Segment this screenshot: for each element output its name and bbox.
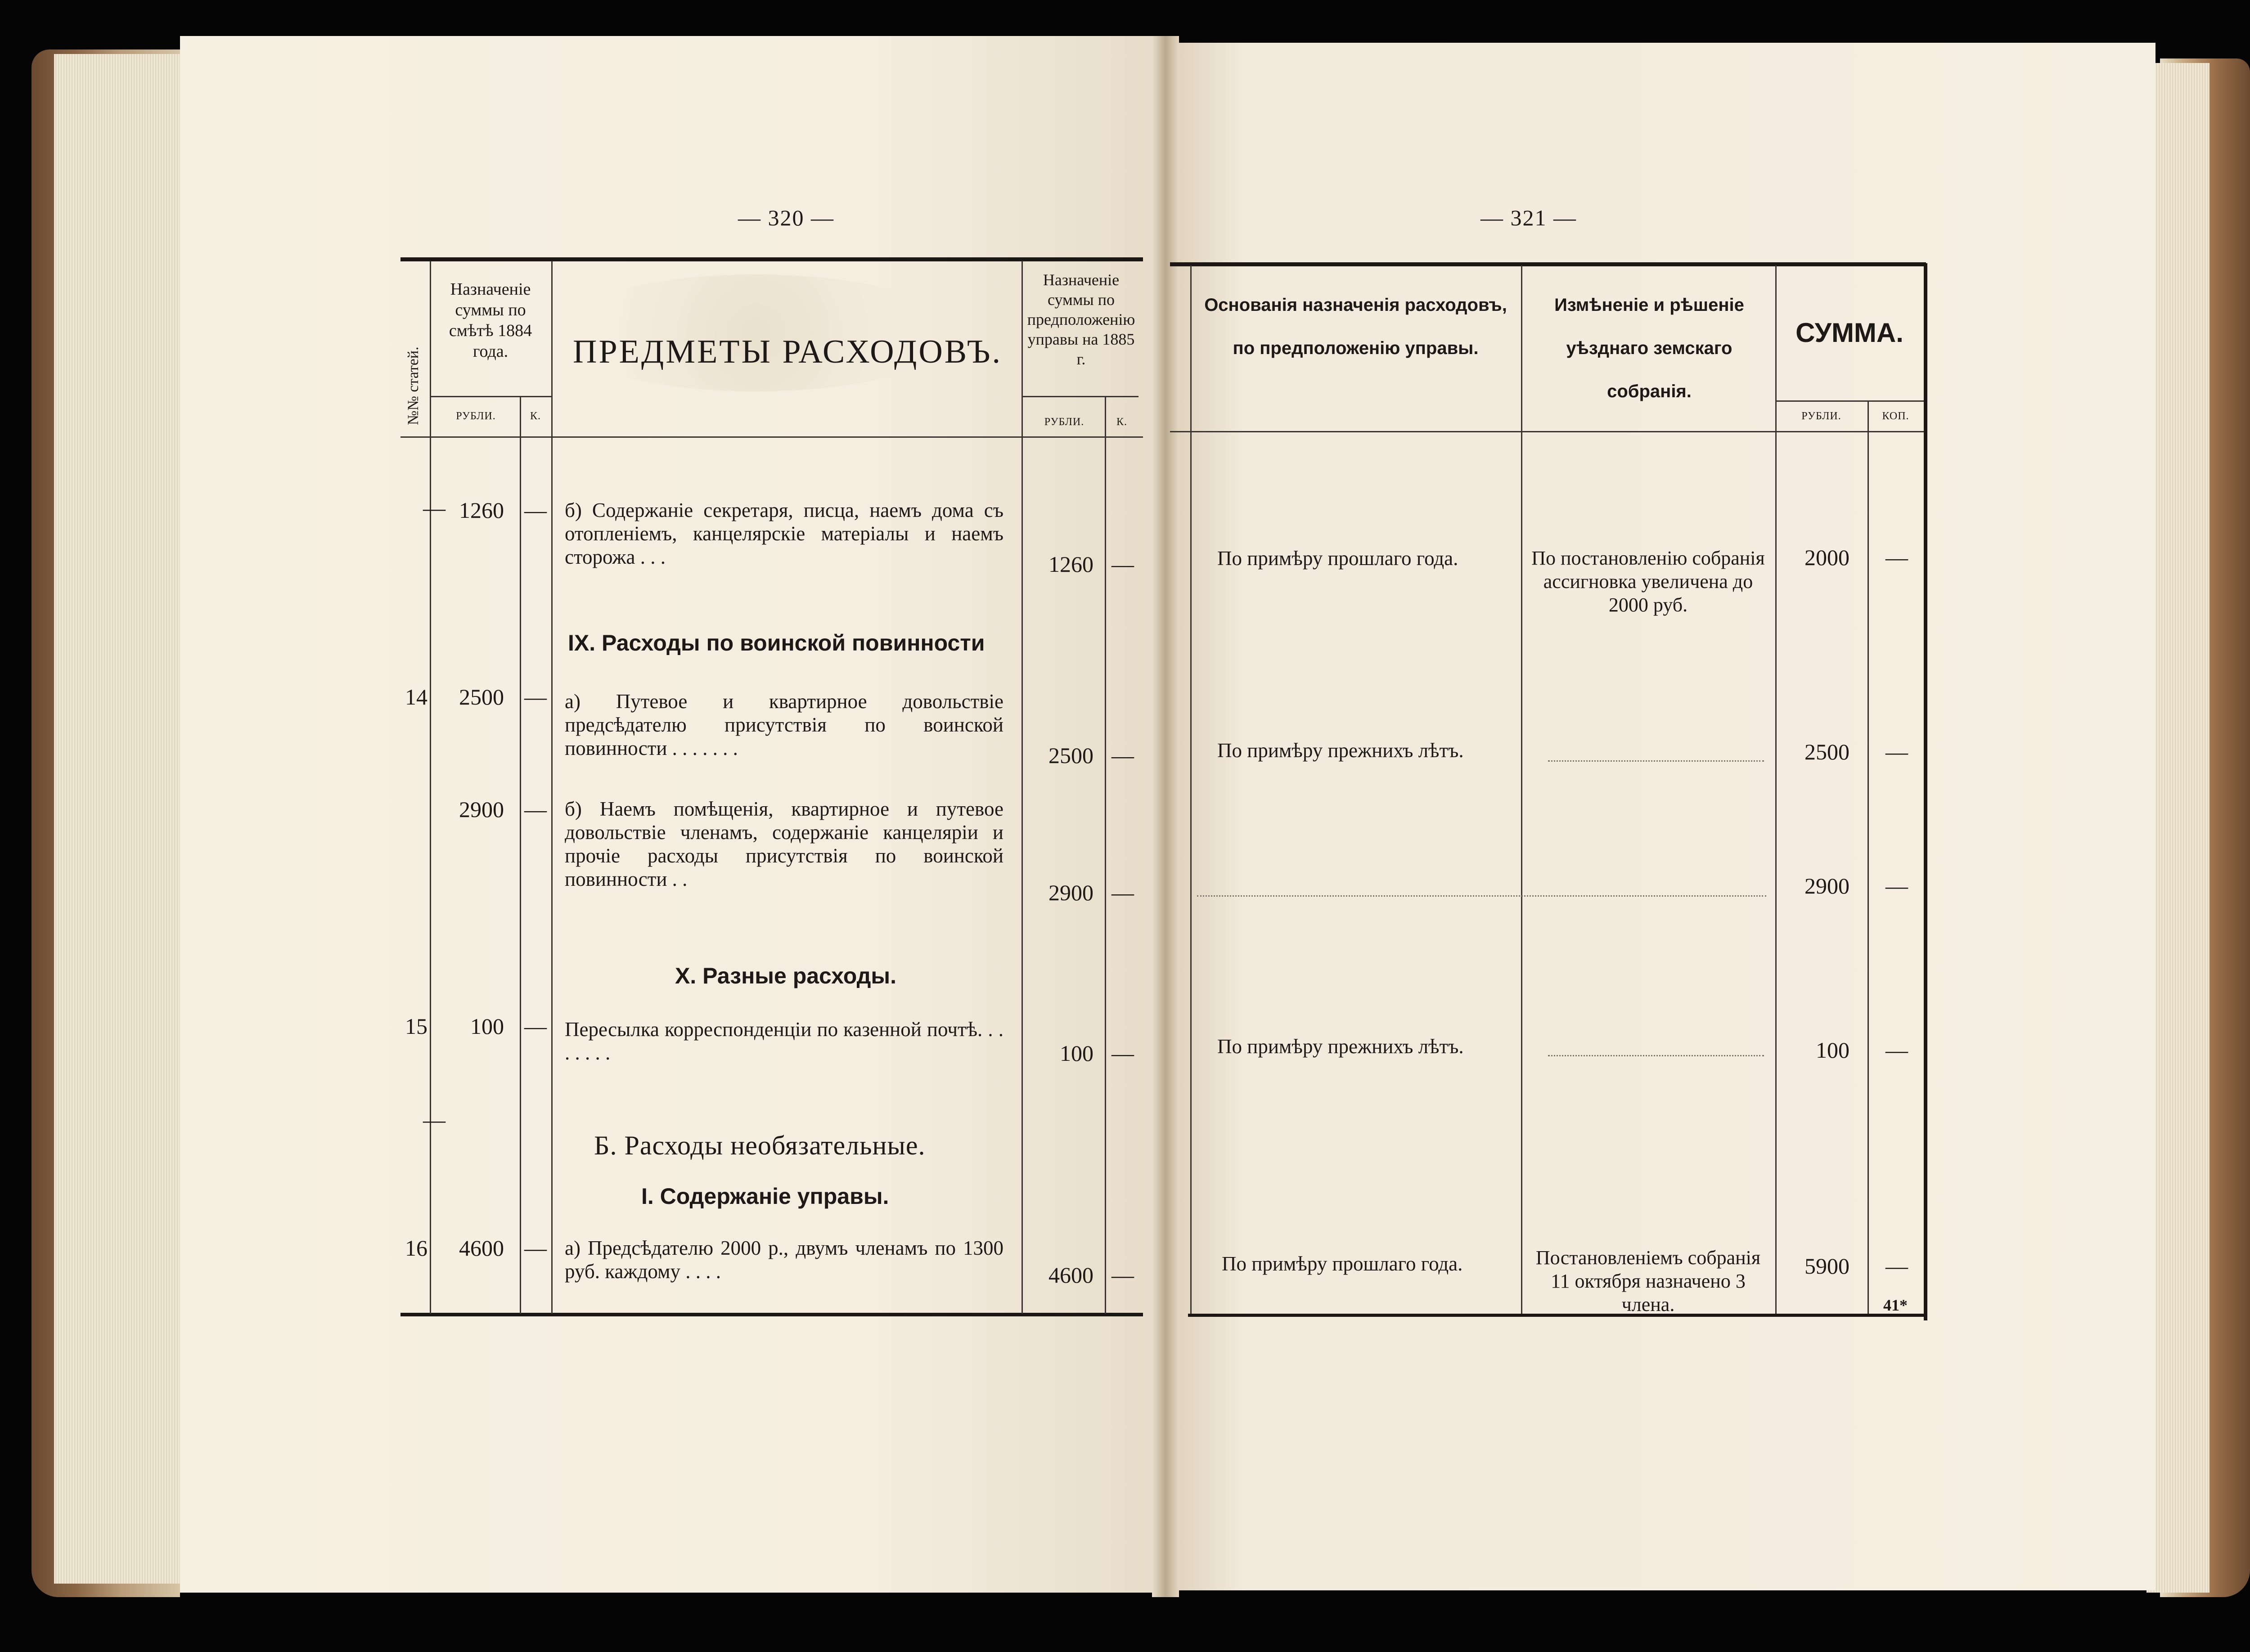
section-heading-optional: Б. Расходы необязательные. xyxy=(594,1131,926,1160)
left-col-divider xyxy=(1022,261,1023,1314)
right-table-side-rule xyxy=(1924,263,1927,1320)
book-gutter xyxy=(1152,36,1179,1597)
prev-kopecks: — xyxy=(524,498,547,523)
sum-kopecks: — xyxy=(1886,545,1908,570)
new-kopecks: — xyxy=(1112,1262,1134,1288)
expense-item-text: Пересылка корреспонденціи по казенной почтѣ. . . . . . . . xyxy=(565,1018,1004,1064)
prev-rubles: 2900 xyxy=(459,797,504,822)
new-kopecks: — xyxy=(1112,743,1134,768)
left-table-top-rule xyxy=(400,257,1143,261)
left-table-bottom-rule xyxy=(400,1313,1143,1316)
prev-kopecks: — xyxy=(524,1235,547,1261)
right-col-divider xyxy=(1521,265,1522,1314)
sum-kopecks: — xyxy=(1886,739,1908,764)
prev-kopecks: — xyxy=(524,1014,547,1039)
right-col-divider xyxy=(1190,265,1192,1314)
header-sum-kopecks: КОП. xyxy=(1882,410,1909,422)
expense-item-text: а) Предсѣдателю 2000 р., двумъ членамъ по 1300 руб. каждому . . . . xyxy=(565,1237,1004,1283)
expense-item-text: а) Путевое и квартирное довольствіе предсѣдателю присутствія по воинской повинности . . . . . . . xyxy=(565,690,1004,759)
left-col-divider xyxy=(551,261,553,1314)
sum-kopecks: — xyxy=(1886,873,1908,898)
decision-dotted-line xyxy=(1548,1055,1764,1056)
header-1885-rubles: РУБЛИ. xyxy=(1044,416,1084,428)
sum-kopecks: — xyxy=(1886,1253,1908,1279)
header-1885-kopecks: К. xyxy=(1116,416,1127,428)
header-expense-items: ПРЕДМЕТЫ РАСХОДОВЪ. xyxy=(573,333,1002,370)
left-col-divider xyxy=(520,396,521,1314)
right-col-divider xyxy=(1868,400,1869,1314)
header-sum-1884: Назначеніе суммы по смѣтѣ 1884 года. xyxy=(449,280,532,361)
header-sum-rubles: РУБЛИ. xyxy=(1801,410,1841,422)
left-col-divider xyxy=(1105,396,1106,1314)
new-kopecks: — xyxy=(1112,552,1134,577)
basis-text: По примѣру прошлаго года. xyxy=(1222,1252,1463,1275)
left-page-number: — 320 — xyxy=(738,205,834,230)
sum-rubles: 2000 xyxy=(1804,545,1850,570)
header-sum: СУММА. xyxy=(1796,318,1904,348)
basis-text: По примѣру прошлаго года. xyxy=(1217,547,1458,570)
page-edges-right xyxy=(2146,63,2210,1593)
header-1884-rubles: РУБЛИ. xyxy=(456,410,496,422)
header-decision: Измѣненіе и рѣшеніе уѣзднаго земскаго собранія. xyxy=(1554,295,1744,401)
right-page xyxy=(1166,43,2156,1590)
sum-rubles: 2900 xyxy=(1804,873,1850,898)
basis-text: По примѣру прежнихъ лѣтъ. xyxy=(1217,1035,1464,1058)
new-rubles: 2500 xyxy=(1048,743,1094,768)
header-article-numbers: №№ статей. xyxy=(405,346,422,425)
sum-rubles: 2500 xyxy=(1804,739,1850,764)
prev-rubles: 2500 xyxy=(459,684,504,709)
new-rubles: 2900 xyxy=(1048,880,1094,905)
page-edges-left xyxy=(54,54,189,1584)
decision-dotted-line xyxy=(1548,760,1764,762)
right-page-number: — 321 — xyxy=(1480,205,1577,230)
row-dotted-line xyxy=(1197,895,1766,897)
decision-text: Постановленіемъ собранія 11 октября назначено 3 члена. xyxy=(1535,1247,1761,1315)
printer-signature: 41* xyxy=(1883,1296,1908,1314)
right-col-divider xyxy=(1775,265,1777,1314)
right-subheader-rule xyxy=(1775,400,1924,402)
margin-dash: — xyxy=(423,495,446,521)
left-subheader-rule xyxy=(1022,396,1138,397)
sum-rubles: 5900 xyxy=(1804,1253,1850,1279)
left-col-divider xyxy=(430,261,431,1314)
decision-text: По постановленію собранія ассигновка увеличена до 2000 руб. xyxy=(1531,547,1765,616)
left-subheader-rule xyxy=(430,396,551,397)
header-basis: Основанія назначенія расходовъ, по предположенію управы. xyxy=(1204,295,1507,358)
margin-dash: — xyxy=(423,1107,446,1132)
article-number: 14 xyxy=(405,684,428,709)
prev-kopecks: — xyxy=(524,797,547,822)
left-header-bottom-rule xyxy=(400,436,1143,438)
expense-item-text: б) Наемъ помѣщенія, квартирное и путевое довольствіе членамъ, содержаніе канцеляріи и прочіе расходы присутствія по воинской повинности . . xyxy=(565,798,1004,890)
prev-kopecks: — xyxy=(524,684,547,709)
article-number: 16 xyxy=(405,1235,428,1261)
new-rubles: 4600 xyxy=(1048,1262,1094,1288)
basis-text: По примѣру прежнихъ лѣтъ. xyxy=(1217,739,1464,762)
new-rubles: 1260 xyxy=(1048,552,1094,577)
header-1884-kopecks: К. xyxy=(530,410,541,422)
sum-kopecks: — xyxy=(1886,1037,1908,1063)
prev-rubles: 100 xyxy=(470,1014,504,1039)
section-heading-administration: I. Содержаніе управы. xyxy=(641,1184,889,1209)
expense-item-text: б) Содержаніе секретаря, писца, наемъ дома съ отопленіемъ, канцелярскіе матеріалы и наемъ сторожа . . . xyxy=(565,499,1004,568)
section-heading-military: IX. Расходы по воинской повинности xyxy=(568,630,985,655)
section-heading-misc: X. Разные расходы. xyxy=(675,963,896,988)
prev-rubles: 1260 xyxy=(459,498,504,523)
right-header-bottom-rule xyxy=(1170,431,1926,432)
header-sum-1885: Назначеніе суммы по предположенію управы на 1885 г. xyxy=(1027,271,1135,368)
sum-rubles: 100 xyxy=(1816,1037,1850,1063)
right-table-top-rule xyxy=(1170,262,1926,266)
prev-rubles: 4600 xyxy=(459,1235,504,1261)
article-number: 15 xyxy=(405,1014,428,1039)
new-rubles: 100 xyxy=(1060,1041,1094,1066)
new-kopecks: — xyxy=(1112,1041,1134,1066)
new-kopecks: — xyxy=(1112,880,1134,905)
